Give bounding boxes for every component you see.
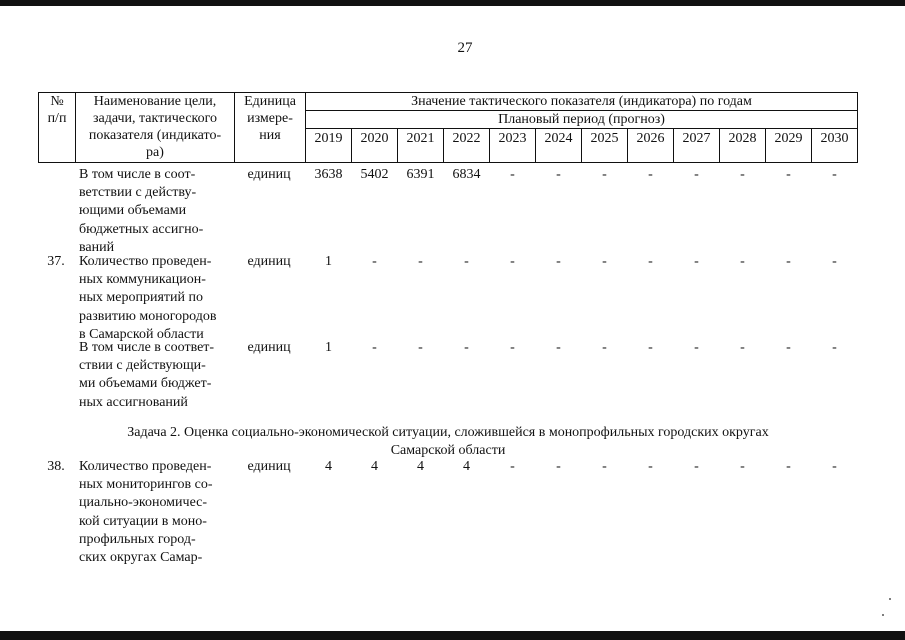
header-year-cell: 2019 — [306, 129, 352, 163]
row-value: 4 — [371, 459, 378, 474]
row-value: - — [464, 254, 469, 269]
row-value: 3638 — [314, 167, 343, 182]
row-name-line: бюджетных ассигно- — [79, 221, 204, 237]
row-unit: единиц — [247, 459, 291, 474]
row-value: - — [418, 340, 423, 355]
header-year-cell: 2026 — [628, 129, 674, 163]
header-name-line-4: ра) — [146, 145, 164, 160]
row-indicator-name — [79, 166, 231, 257]
row-value: 4 — [325, 459, 332, 474]
row-name-line: кой ситуации в моно- — [79, 513, 207, 529]
header-unit-line-3: ния — [259, 128, 281, 143]
row-value: - — [786, 254, 791, 269]
header-name-line-1: Наименование цели, — [93, 94, 217, 109]
row-name-line: профильных город- — [79, 531, 196, 547]
row-name-line: ствии с действующи- — [79, 358, 206, 374]
header-unit-cell — [235, 93, 306, 163]
page-number: 27 — [457, 40, 473, 56]
row-indicator-name — [79, 339, 231, 412]
row-value: - — [556, 459, 561, 474]
header-year-cell: 2023 — [490, 129, 536, 163]
header-period-cell: Плановый период (прогноз) — [306, 111, 858, 129]
row-value: 4 — [417, 459, 424, 474]
row-value: - — [418, 254, 423, 269]
row-name-line: ющими объемами — [79, 203, 187, 219]
row-value: - — [602, 340, 607, 355]
row-value: - — [694, 459, 699, 474]
task-2-line-1: Задача 2. Оценка социально-экономической ситуации, сложившейся в монопрофильных городских округах — [127, 425, 769, 440]
row-value: - — [510, 167, 515, 182]
header-year-cell: 2025 — [582, 129, 628, 163]
header-year-cell: 2029 — [766, 129, 812, 163]
row-value: - — [648, 254, 653, 269]
header-year-cell: 2020 — [352, 129, 398, 163]
row-value: - — [510, 254, 515, 269]
row-value: - — [648, 340, 653, 355]
row-value: - — [602, 459, 607, 474]
row-value: - — [556, 254, 561, 269]
row-value: - — [694, 254, 699, 269]
row-value: - — [372, 340, 377, 355]
row-value: 1 — [325, 340, 332, 355]
header-name-line-3: показателя (индикато- — [88, 128, 222, 143]
row-value: - — [786, 340, 791, 355]
row-value: - — [510, 340, 515, 355]
header-num-cell — [39, 93, 76, 163]
row-indicator-name — [79, 458, 231, 567]
row-value: - — [740, 459, 745, 474]
header-year-cell: 2028 — [720, 129, 766, 163]
indicator-table-header — [38, 92, 858, 163]
row-value: - — [694, 167, 699, 182]
row-value: 1 — [325, 254, 332, 269]
header-year-cell: 2022 — [444, 129, 490, 163]
row-name-line: Количество проведен- — [79, 254, 212, 269]
header-unit-line-2: измере- — [247, 111, 293, 126]
scan-speck — [882, 614, 884, 616]
header-year-cell: 2024 — [536, 129, 582, 163]
row-unit: единиц — [247, 254, 291, 269]
row-value: - — [786, 459, 791, 474]
row-name-line: ных мероприятий по — [79, 290, 203, 306]
row-number: 37. — [47, 254, 65, 269]
row-name-line: В том числе в соответ- — [79, 340, 215, 355]
row-value: 5402 — [360, 167, 389, 182]
header-num-label: № п/п — [47, 94, 67, 126]
row-name-line: развитию моногородов — [79, 308, 217, 324]
row-name-line: В том числе в соот- — [79, 167, 196, 182]
row-value: - — [740, 340, 745, 355]
row-value: - — [832, 254, 837, 269]
row-number: 38. — [47, 459, 65, 474]
row-name-line: ских округах Самар- — [79, 550, 203, 566]
top-border-bar — [0, 0, 905, 6]
row-unit: единиц — [247, 340, 291, 355]
row-value: 6391 — [406, 167, 435, 182]
header-year-cell: 2027 — [674, 129, 720, 163]
row-name-line: циально-экономичес- — [79, 495, 208, 511]
row-value: - — [694, 340, 699, 355]
row-name-line: ных коммуникацион- — [79, 272, 206, 288]
task-2-heading — [38, 424, 858, 460]
row-value: - — [510, 459, 515, 474]
row-value: - — [556, 340, 561, 355]
row-value: - — [556, 167, 561, 182]
row-value: - — [464, 340, 469, 355]
header-name-cell — [76, 93, 235, 163]
header-unit-line-1: Единица — [244, 94, 296, 109]
row-value: - — [602, 167, 607, 182]
row-name-line: ветствии с действу- — [79, 185, 197, 201]
row-name-line: в Самарской области — [79, 326, 204, 342]
header-name-line-2: задачи, тактического — [92, 111, 218, 126]
row-value: - — [740, 254, 745, 269]
row-unit: единиц — [247, 167, 291, 182]
row-indicator-name — [79, 253, 231, 344]
row-name-line: ваний — [79, 239, 115, 255]
row-value: - — [648, 459, 653, 474]
row-value: - — [832, 167, 837, 182]
row-name-line: ных ассигнований — [79, 394, 188, 410]
task-2-line-2: Самарской области — [390, 443, 506, 458]
header-year-cell: 2030 — [812, 129, 858, 163]
row-value: - — [602, 254, 607, 269]
row-value: 4 — [463, 459, 470, 474]
row-name-line: Количество проведен- — [79, 459, 212, 474]
row-value: - — [740, 167, 745, 182]
header-year-cell: 2021 — [398, 129, 444, 163]
row-name-line: ных мониторингов со- — [79, 477, 213, 493]
row-value: - — [372, 254, 377, 269]
row-value: 6834 — [452, 167, 481, 182]
row-value: - — [786, 167, 791, 182]
row-value: - — [832, 340, 837, 355]
scan-speck — [889, 598, 891, 600]
row-name-line: ми объемами бюджет- — [79, 376, 212, 392]
row-value: - — [832, 459, 837, 474]
bottom-border-bar — [0, 631, 905, 640]
row-value: - — [648, 167, 653, 182]
header-value-cell: Значение тактического показателя (индикатора) по годам — [306, 93, 858, 111]
